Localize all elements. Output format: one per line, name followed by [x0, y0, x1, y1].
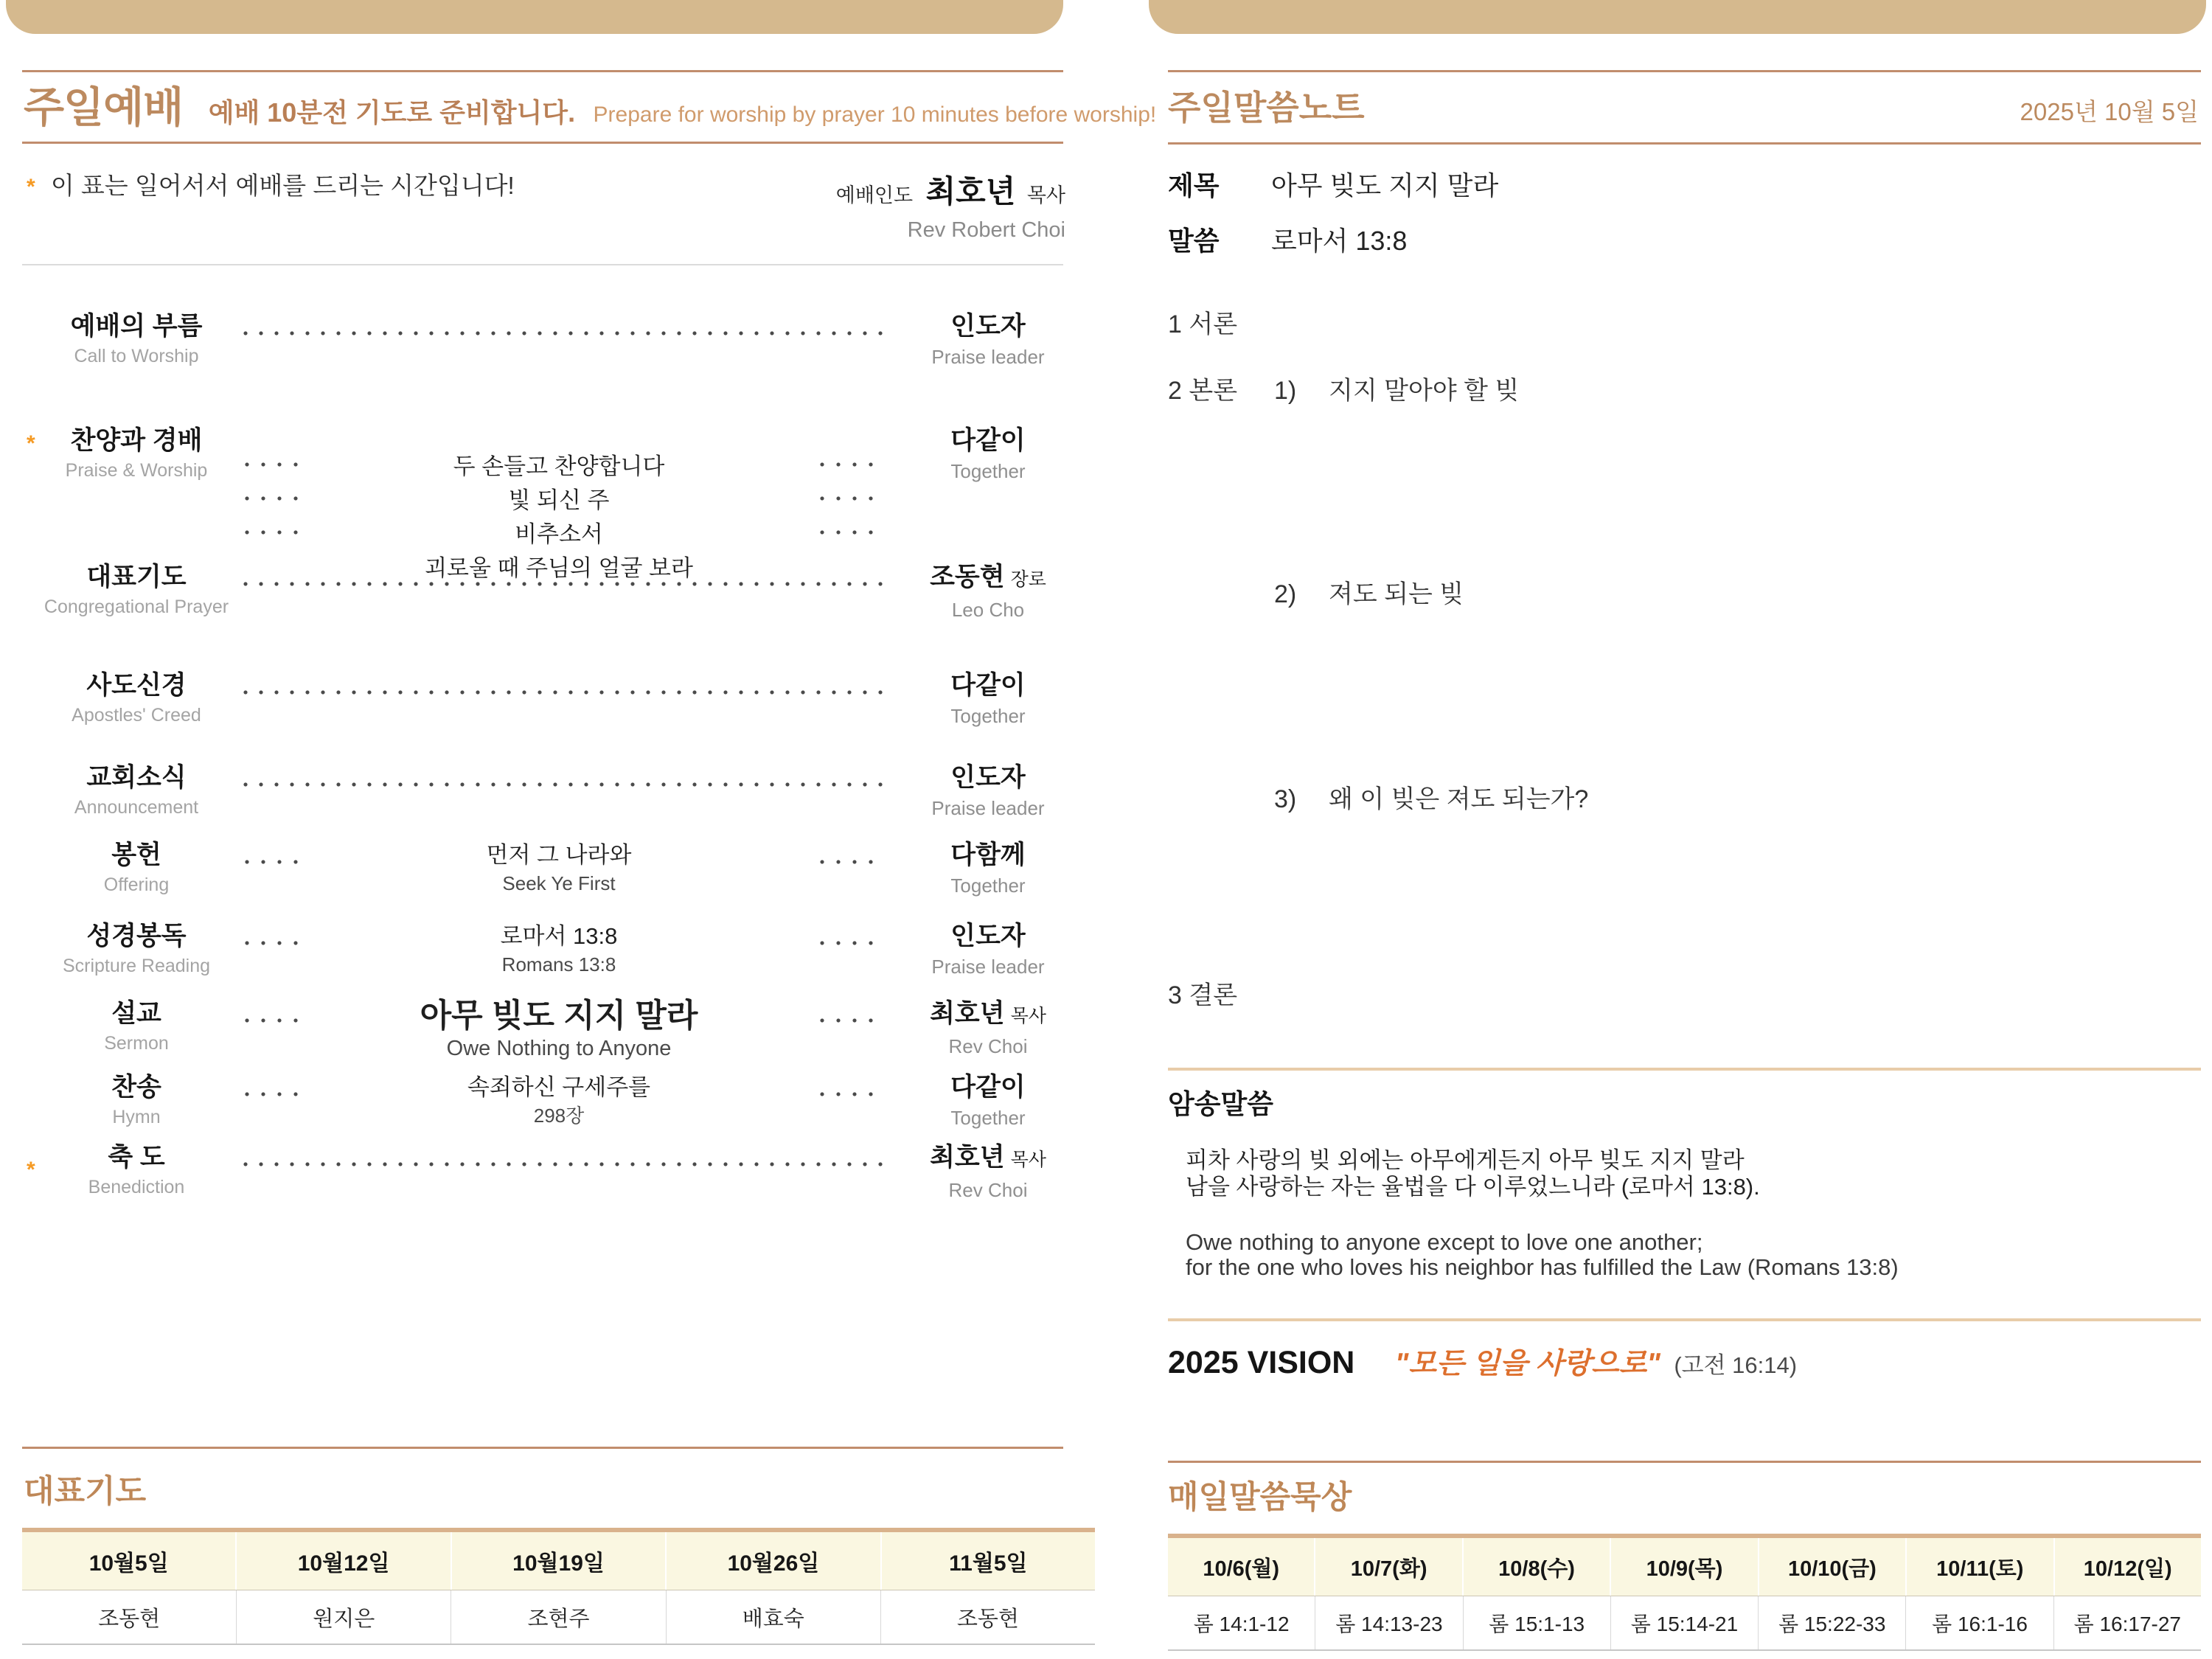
- outline-point-num: 1): [1274, 377, 1297, 405]
- worship-item-creed: [0, 669, 1106, 765]
- item-right-ko: 최호년: [930, 1143, 1005, 1172]
- value-cell: 롬 14:1-12: [1168, 1596, 1315, 1649]
- value-cell: 롬 16:17-27: [2054, 1596, 2201, 1649]
- song-title: 비추소서: [515, 521, 603, 547]
- star-icon: *: [27, 431, 35, 456]
- value-cell: 조현주: [451, 1590, 666, 1644]
- item-ko: 성경봉독: [86, 922, 187, 950]
- item-right-en: Leo Cho: [951, 599, 1025, 621]
- table-row: [1168, 1596, 2201, 1649]
- item-en: Sermon: [104, 1033, 169, 1054]
- right-rule-top: [1168, 70, 2201, 72]
- item-en: Hymn: [112, 1107, 161, 1127]
- item-right-ko: 다같이: [950, 671, 1026, 700]
- dotted-leader: [245, 1018, 304, 1023]
- item-ko: 찬송: [111, 1073, 161, 1102]
- item-ko: 예배의 부름: [70, 312, 203, 341]
- header-cell: 10/11(토): [1907, 1538, 2054, 1596]
- item-en: Offering: [103, 874, 170, 895]
- right-rule-memory: [1168, 1068, 2201, 1071]
- item-center-ko: 먼저 그 나라와: [486, 842, 632, 868]
- memory-verse-en: [1186, 1230, 1899, 1280]
- devotion-title: 매일말씀묵상: [1168, 1480, 1352, 1515]
- header-cell: 10/10(금): [1759, 1538, 1907, 1596]
- item-right-en: Praise leader: [931, 346, 1045, 368]
- sermon-note-title: 주일말씀노트: [1168, 88, 1365, 127]
- item-right-en: Praise leader: [931, 956, 1045, 978]
- dotted-leader: [245, 530, 304, 535]
- item-ko: 축 도: [108, 1143, 165, 1172]
- sermon-title-ko: 아무 빚도 지지 말라: [420, 998, 698, 1034]
- worship-item-call: [0, 310, 1106, 406]
- item-right-suffix: 목사: [1010, 1150, 1046, 1170]
- item-ko: 설교: [111, 999, 161, 1028]
- dotted-leader: [245, 462, 304, 467]
- item-right-ko: 조동현: [930, 563, 1005, 591]
- item-right-en: Together: [950, 460, 1026, 482]
- leader-label: 예배인도: [835, 184, 914, 206]
- header-cell: 10/6(월): [1168, 1538, 1315, 1596]
- item-right-en: Together: [950, 874, 1026, 897]
- item-right-ko: 다함께: [950, 841, 1026, 869]
- prayer-roster-title: 대표기도: [24, 1474, 147, 1509]
- outline-point-num: 2): [1274, 580, 1297, 608]
- right-rule-under-header: [1168, 142, 2201, 145]
- item-ko: 찬양과 경배: [70, 426, 203, 455]
- dotted-leader: [245, 860, 304, 864]
- table-header-row: [22, 1532, 1095, 1590]
- left-rule-under-header: [22, 142, 1063, 144]
- verse-line: for the one who loves his neighbor has fulfilled the Law (Romans 13:8): [1186, 1254, 1899, 1280]
- header-cell: 10/9(목): [1611, 1538, 1759, 1596]
- item-right-en: Together: [950, 1107, 1026, 1129]
- left-rule-bottom: [22, 1447, 1063, 1449]
- dotted-leader: [820, 941, 879, 945]
- item-en: Scripture Reading: [62, 956, 211, 976]
- item-en: Announcement: [74, 797, 199, 818]
- header-cell: 10월5일: [22, 1532, 237, 1590]
- left-top-bar: [6, 0, 1063, 34]
- header-cell: 10/8(수): [1464, 1538, 1611, 1596]
- item-right-ko: 인도자: [950, 763, 1026, 792]
- vision-reference: (고전 16:14): [1674, 1352, 1798, 1378]
- dotted-leader: [820, 1018, 879, 1023]
- item-en: Apostles' Creed: [72, 705, 201, 726]
- value-cell: 조동현: [881, 1590, 1095, 1644]
- item-right-suffix: 장로: [1010, 569, 1046, 590]
- item-right-suffix: 목사: [1010, 1006, 1046, 1026]
- table-header-row: [1168, 1538, 2201, 1596]
- item-ko: 대표기도: [86, 563, 187, 591]
- worship-item-benediction: [0, 1141, 1106, 1237]
- outline-body: 2 본론: [1168, 377, 1238, 405]
- item-en: Congregational Prayer: [44, 597, 229, 617]
- value-cell: 롬 15:1-13: [1464, 1596, 1611, 1649]
- devotion-table: [1168, 1534, 2201, 1651]
- verse-line: 남을 사랑하는 자는 율법을 다 이루었느니라 (로마서 13:8).: [1186, 1174, 1760, 1200]
- vision-statement: [1168, 1340, 1797, 1382]
- value-cell: 롬 16:1-16: [1906, 1596, 2053, 1649]
- header-cell: 11월5일: [949, 1551, 1028, 1576]
- dotted-leader: [243, 782, 886, 787]
- value-cell: 롬 15:22-33: [1759, 1596, 1906, 1649]
- item-center-en: 298장: [533, 1105, 585, 1127]
- dotted-leader: [243, 582, 886, 586]
- dotted-leader: [243, 690, 886, 695]
- item-center-ko: 로마서 13:8: [500, 923, 618, 949]
- star-icon: *: [27, 1158, 35, 1182]
- dotted-leader: [243, 331, 886, 335]
- worship-note-ko: 예배 10분전 기도로 준비합니다.: [208, 97, 576, 128]
- header-cell: 10월12일: [237, 1532, 451, 1590]
- memory-verse-ko: [1186, 1147, 1760, 1200]
- sermon-scripture-label: 말씀: [1168, 226, 1220, 256]
- worship-leader: [737, 174, 1065, 243]
- worship-title: 주일예배: [24, 84, 184, 131]
- sermon-title-en: Owe Nothing to Anyone: [446, 1037, 672, 1060]
- item-ko: 교회소식: [86, 763, 187, 792]
- item-right-ko: 인도자: [950, 312, 1026, 341]
- value-cell: 배효숙: [667, 1590, 881, 1644]
- outline-conclusion: 3 결론: [1168, 981, 1238, 1009]
- item-en: Praise & Worship: [65, 460, 208, 481]
- item-right-en: Rev Choi: [948, 1035, 1028, 1057]
- table-row: [22, 1590, 1095, 1644]
- left-rule-gray: [22, 264, 1063, 265]
- value-cell: 롬 15:14-21: [1611, 1596, 1759, 1649]
- item-right-ko: 최호년: [930, 999, 1005, 1028]
- item-en: Benediction: [88, 1177, 185, 1197]
- value-cell: 조동현: [22, 1590, 237, 1644]
- outline-point-text: 지지 말아야 할 빚: [1329, 377, 1520, 405]
- outline-intro: 1 서론: [1168, 310, 1238, 338]
- item-right-ko: 다같이: [950, 1073, 1026, 1102]
- sermon-scripture-value: 로마서 13:8: [1271, 226, 1408, 256]
- worship-note-en: Prepare for worship by prayer 10 minutes before worship!: [593, 102, 1157, 127]
- header-cell: 10/7(화): [1315, 1538, 1463, 1596]
- prayer-roster-table: [22, 1528, 1095, 1645]
- sermon-title-value: 아무 빚도 지지 말라: [1271, 170, 1499, 201]
- right-rule-vision: [1168, 1318, 2201, 1321]
- item-ko: 사도신경: [86, 671, 187, 700]
- header-cell: 10/12(일): [2083, 1557, 2172, 1581]
- memory-verse-title: 암송말씀: [1168, 1089, 1273, 1119]
- header-cell: 10월26일: [667, 1532, 881, 1590]
- right-top-bar: [1149, 0, 2206, 34]
- standing-note: [27, 170, 515, 204]
- item-en: Call to Worship: [74, 346, 199, 366]
- item-right-en: Rev Choi: [948, 1179, 1028, 1201]
- item-right-en: Praise leader: [931, 797, 1045, 819]
- vision-label: 2025 VISION: [1168, 1345, 1355, 1380]
- dotted-leader: [245, 941, 304, 945]
- sermon-title-label: 제목: [1168, 170, 1220, 201]
- dotted-leader: [243, 1162, 886, 1166]
- value-cell: 원지은: [237, 1590, 451, 1644]
- outline-point-text: 져도 되는 빚: [1329, 580, 1464, 608]
- item-right-en: Together: [950, 705, 1026, 727]
- dotted-leader: [820, 530, 879, 535]
- leader-title: 목사: [1026, 184, 1065, 206]
- worship-item-prayer: [0, 561, 1106, 657]
- left-rule-top: [22, 70, 1063, 72]
- song-title: 빛 되신 주: [508, 487, 610, 513]
- header-cell: 10월19일: [452, 1532, 667, 1590]
- item-right-ko: 다같이: [950, 426, 1026, 455]
- song-title: 두 손들고 찬양합니다: [453, 453, 665, 479]
- item-right-ko: 인도자: [950, 922, 1026, 950]
- item-center-ko: 속죄하신 구세주를: [467, 1074, 651, 1100]
- dotted-leader: [820, 462, 879, 467]
- verse-line: Owe nothing to anyone except to love one another;: [1186, 1229, 1703, 1255]
- vision-quote: "모든 일을 사랑으로": [1394, 1348, 1660, 1380]
- outline-point-num: 3): [1274, 785, 1297, 813]
- item-ko: 봉헌: [111, 841, 161, 869]
- right-rule-devotion: [1168, 1461, 2201, 1463]
- song-title: 괴로울 때 주님의 얼굴 보라: [425, 555, 693, 581]
- star-icon: *: [27, 175, 35, 199]
- worship-header: [24, 74, 1156, 134]
- item-center-en: Seek Ye First: [502, 872, 616, 894]
- dotted-leader: [820, 860, 879, 864]
- outline-point-text: 왜 이 빚은 져도 되는가?: [1329, 785, 1589, 813]
- leader-name: 최호년: [925, 174, 1016, 209]
- value-cell: 롬 14:13-23: [1315, 1596, 1463, 1649]
- sermon-note-date: 2025년 10월 5일: [2020, 98, 2199, 125]
- dotted-leader: [245, 1092, 304, 1096]
- standing-note-text: 이 표는 일어서서 예배를 드리는 시간입니다!: [50, 172, 515, 199]
- verse-line: 피차 사랑의 빚 외에는 아무에게든지 아무 빚도 지지 말라: [1186, 1147, 1745, 1173]
- dotted-leader: [245, 496, 304, 501]
- dotted-leader: [820, 496, 879, 501]
- leader-name-en: Rev Robert Choi: [907, 218, 1065, 242]
- item-center-en: Romans 13:8: [501, 953, 616, 975]
- dotted-leader: [820, 1092, 879, 1096]
